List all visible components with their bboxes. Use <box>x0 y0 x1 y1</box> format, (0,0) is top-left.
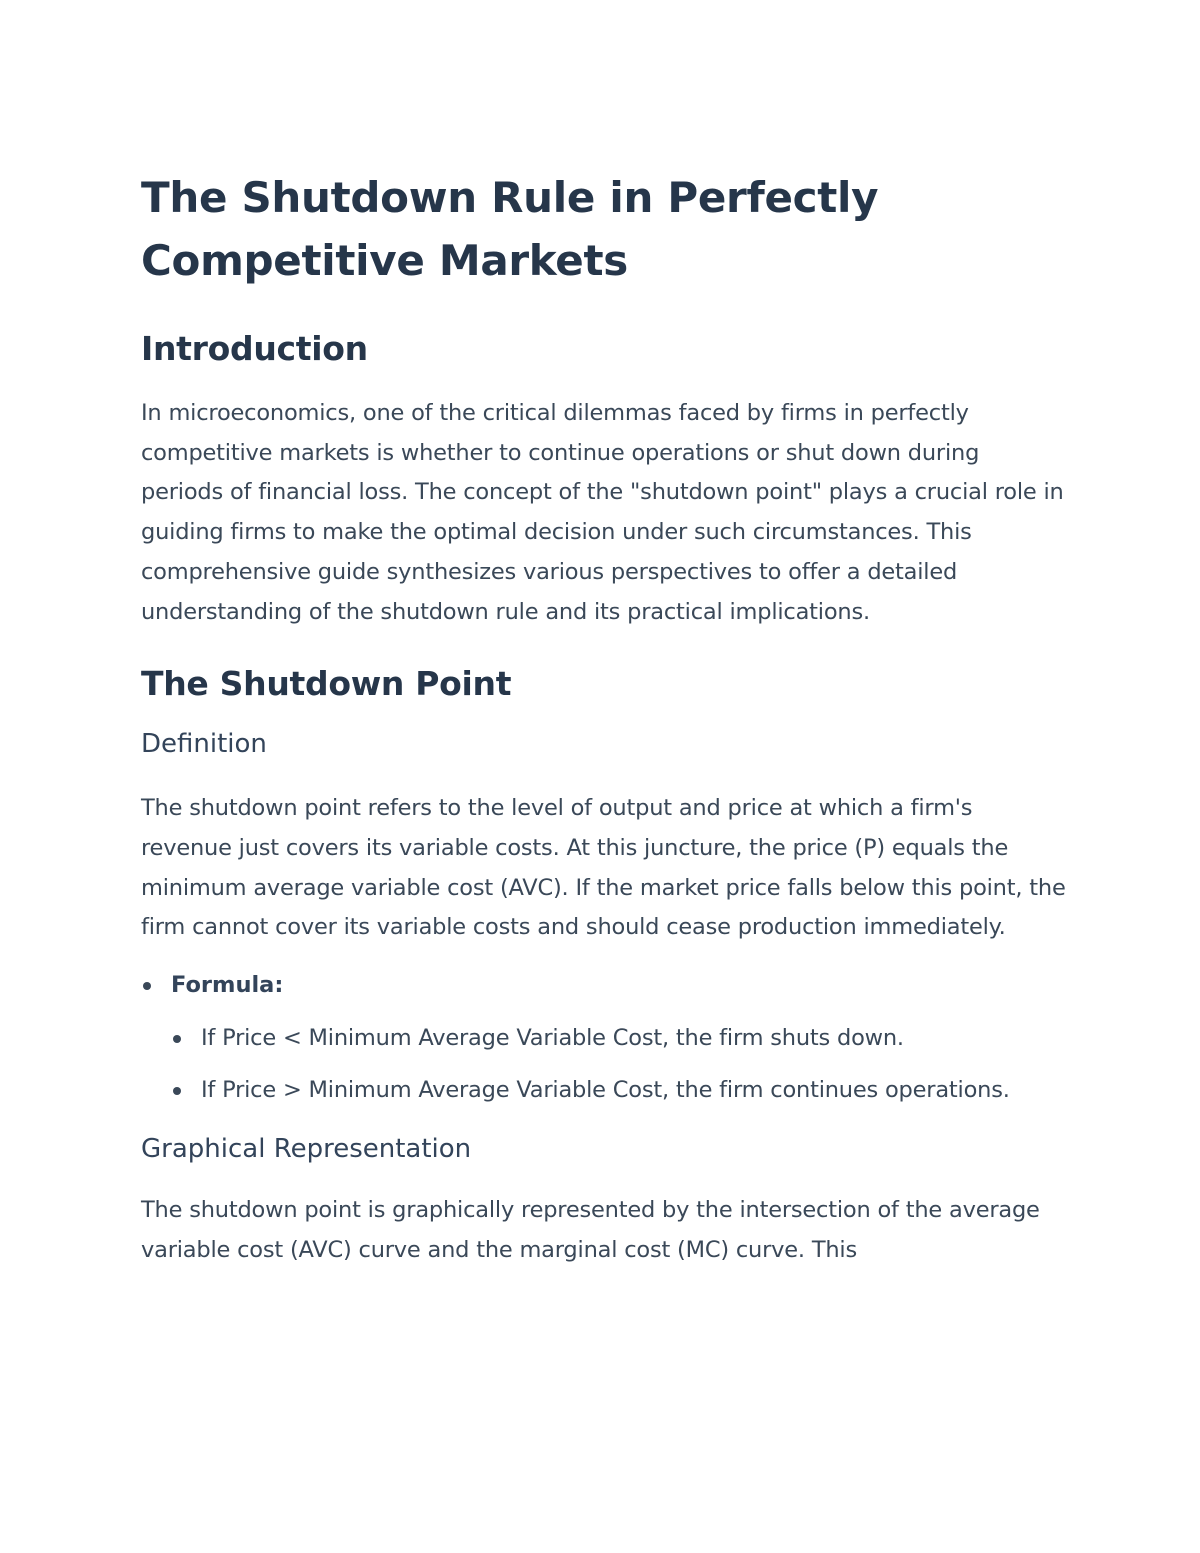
document-title: The Shutdown Rule in Perfectly Competitive Markets <box>141 173 879 285</box>
definition-paragraph: The shutdown point refers to the level of output and price at which a firm's revenue just covers its variable costs. At this juncture, the price (P) equals the minimum average variable cost (AVC). If the market price falls below this point, the firm cannot cover its variable costs and should cease production immediately. <box>141 795 1066 941</box>
formula-list-item <box>141 966 1066 1111</box>
introduction-heading: Introduction <box>141 329 368 368</box>
bullet-icon <box>143 982 151 990</box>
formula-condition-item <box>171 1019 1066 1059</box>
formula-conditions-list <box>171 1019 1066 1111</box>
shutdown-point-heading: The Shutdown Point <box>141 664 512 704</box>
formula-condition-text: If Price < Minimum Average Variable Cost, the firm shuts down. <box>201 1024 904 1051</box>
graphical-representation-paragraph: The shutdown point is graphically represented by the intersection of the average variable cost (AVC) curve and the marginal cost (MC) curve. This <box>141 1197 1040 1263</box>
bullet-icon <box>173 1087 181 1095</box>
bullet-icon <box>173 1035 181 1043</box>
definition-heading: Definition <box>141 729 267 760</box>
document-content <box>141 166 1066 1271</box>
formula-label: Formula: <box>171 972 284 999</box>
formula-list <box>141 966 1066 1111</box>
introduction-paragraph: In microeconomics, one of the critical dilemmas faced by firms in perfectly competitive markets is whether to continue operations or shut down during periods of financial loss. The concept of the "shutdown point" plays a crucial role in guiding firms to make the optimal decision under such circumstances. This comprehensive guide synthesizes various perspectives to offer a detailed understanding of the shutdown rule and its practical implications. <box>141 400 1064 625</box>
formula-condition-item <box>171 1071 1066 1111</box>
formula-condition-text: If Price > Minimum Average Variable Cost, the firm continues operations. <box>201 1077 1010 1104</box>
graphical-representation-heading: Graphical Representation <box>141 1134 472 1165</box>
